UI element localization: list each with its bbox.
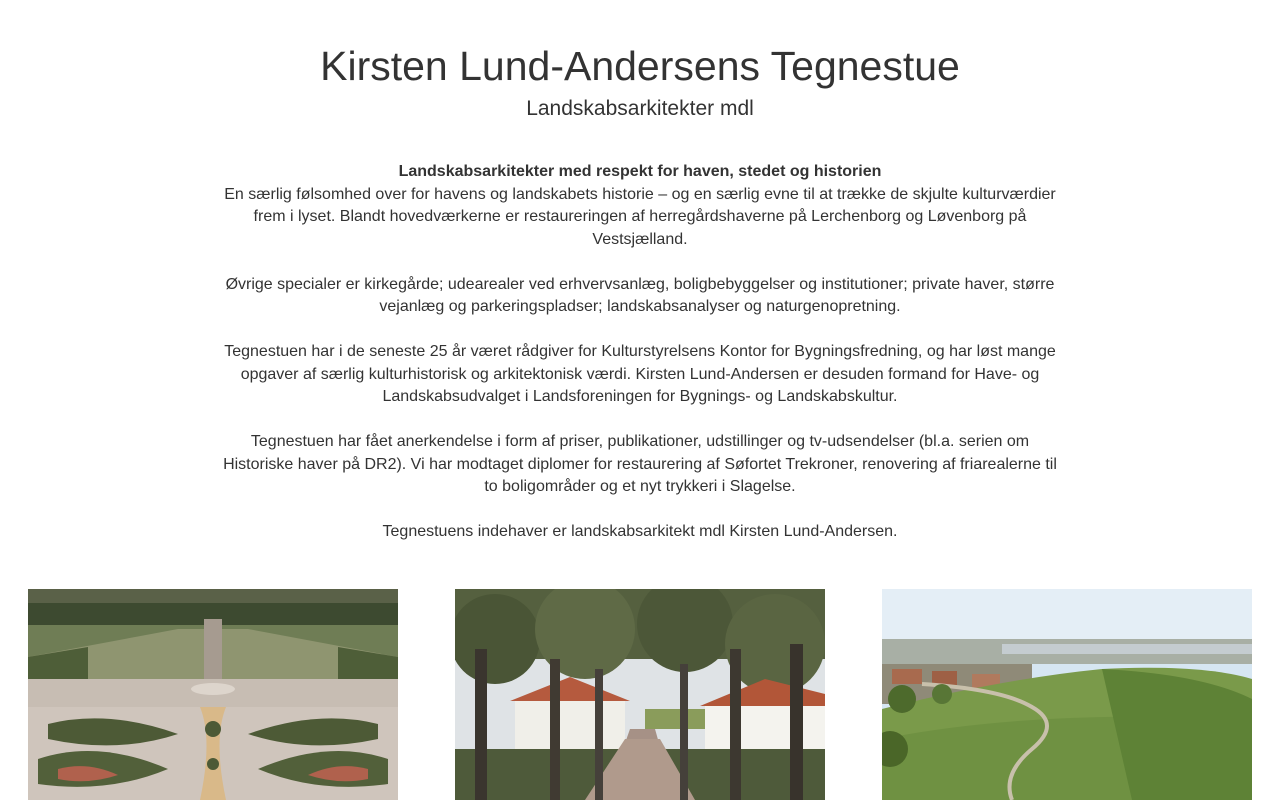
intro-paragraph-1 xyxy=(220,161,1060,251)
intro-paragraph-2: Øvrige specialer er kirkegårde; udearealer ved erhvervsanlæg, boligbebyggelser og institutioner; private haver, større vejanlæg og parkeringspladser; landskabsanalyser og naturgenopretning. xyxy=(225,275,1055,315)
site-title: Kirsten Lund-Andersens Tegnestue xyxy=(320,43,960,89)
intro-paragraph-3: Tegnestuen har i de seneste 25 år været rådgiver for Kulturstyrelsens Kontor for Bygningsfredning, og har løst mange opgaver af særlig kulturhistorisk og arkitektonisk værdi. Kirsten Lund-Andersen er desuden formand for Have- og Landskabsudvalget i Landsforeningen for Bygnings- og Landskabskultur. xyxy=(224,343,1056,405)
grassy-hill-landscape-photo[interactable] xyxy=(882,589,1252,800)
tree-lined-path-photo[interactable] xyxy=(455,589,825,800)
baroque-garden-photo[interactable] xyxy=(28,589,398,800)
intro-lead: Landskabsarkitekter med respekt for haven, stedet og historien xyxy=(398,163,882,180)
intro-paragraph-1-text: En særlig følsomhed over for havens og landskabets historie – og en særlig evne til at trække de skjulte kulturværdier frem i lyset. Blandt hovedværkerne er restaureringen af herregårdshaverne på Lerchenborg og Løvenborg på Vestsjælland. xyxy=(224,185,1056,248)
site-subtitle: Landskabsarkitekter mdl xyxy=(526,97,754,120)
photo-gallery xyxy=(28,589,1252,800)
intro-text xyxy=(220,161,1060,566)
intro-paragraph-4: Tegnestuen har fået anerkendelse i form af priser, publikationer, udstillinger og tv-udsendelser (bl.a. serien om Historiske haver på DR2). Vi har modtaget diplomer for restaurering af Søfortet Trekroner, renovering af friarealerne til to boligområder og et nyt trykkeri i Slagelse. xyxy=(223,433,1057,495)
intro-paragraph-5: Tegnestuens indehaver er landskabsarkitekt mdl Kirsten Lund-Andersen. xyxy=(382,523,898,540)
